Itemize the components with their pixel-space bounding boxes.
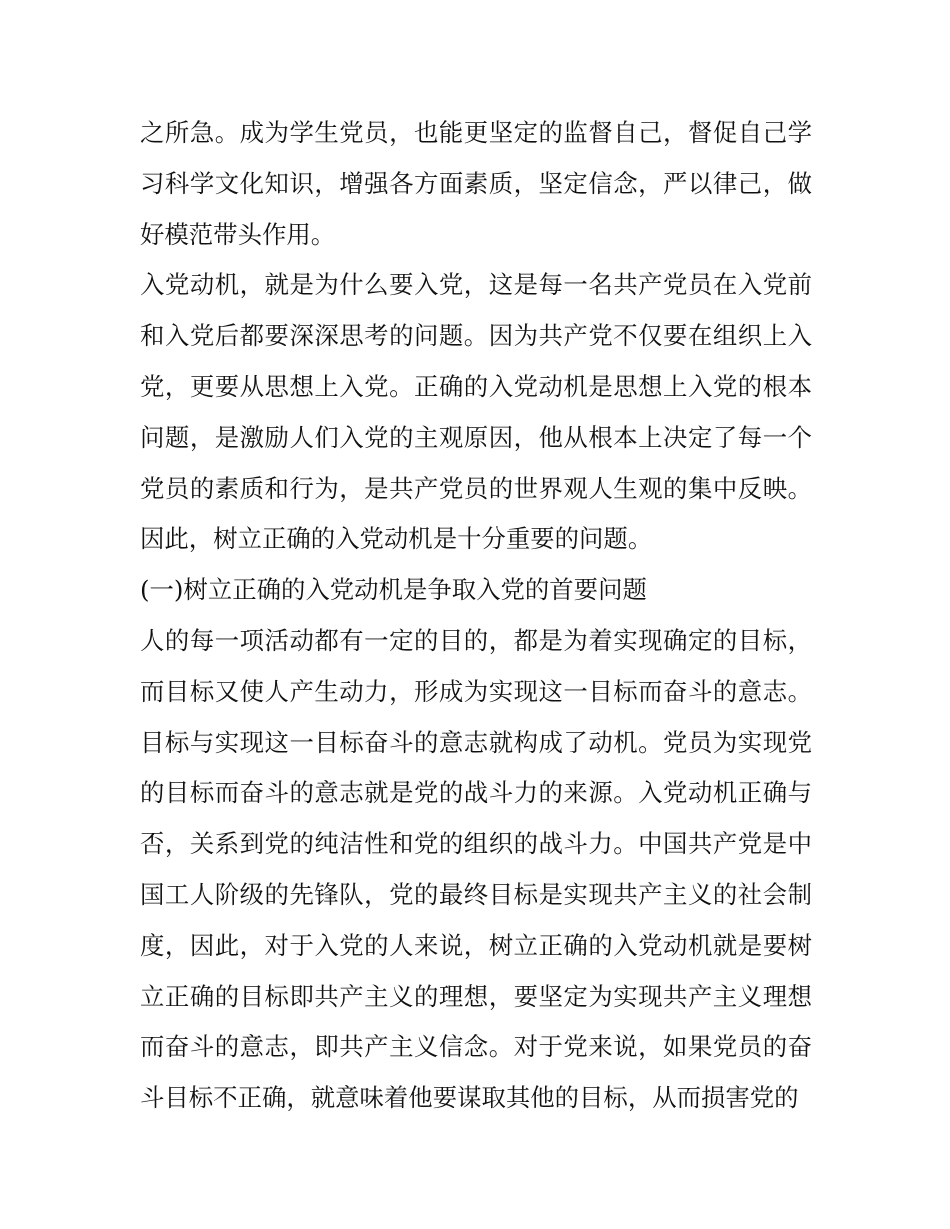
paragraph-goals: 人的每一项活动都有一定的目的，都是为着实现确定的目标，而目标又使人产生动力，形成为实现这一目标而奋斗的意志。目标与实现这一目标奋斗的意志就构成了动机。党员为实现党的目标而奋斗的意志就是党的战斗力的来源。入党动机正确与否，关系到党的纯洁性和党的组织的战斗力。中国共产党是中国工人阶级的先锋队，党的最终目标是实现共产主义的社会制度，因此，对于入党的人来说，树立正确的入党动机就是要树立正确的目标即共产主义的理想，要坚定为实现共产主义理想而奋斗的意志，即共产主义信念。对于党来说，如果党员的奋斗目标不正确，就意味着他要谋取其他的目标，从而损害党的	[140, 625, 812, 1113]
paragraph-motivation: 入党动机，就是为什么要入党，这是每一名共产党员在入党前和入党后都要深深思考的问题。因为共产党不仅要在组织上入党，更要从思想上入党。正确的入党动机是思想上入党的根本问题，是激励人们入党的主观原因，他从根本上决定了每一个党员的素质和行为，是共产党员的世界观人生观的集中反映。因此，树立正确的入党动机是十分重要的问题。	[140, 270, 812, 554]
document-body	[140, 108, 812, 1124]
section-heading: (一)树立正确的入党动机是争取入党的首要问题	[140, 575, 647, 605]
paragraph-continuation: 之所急。成为学生党员，也能更坚定的监督自己，督促自己学习科学文化知识，增强各方面素质，坚定信念，严以律己，做好模范带头作用。	[140, 118, 812, 249]
